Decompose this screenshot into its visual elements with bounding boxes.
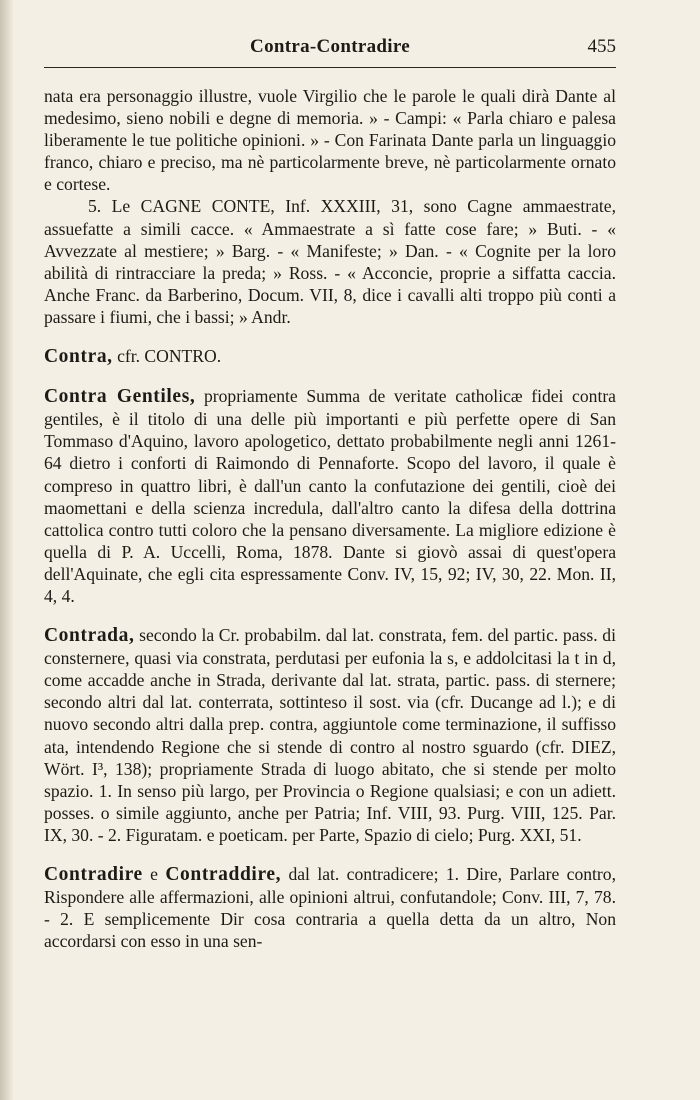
page-binding-shadow <box>0 0 14 1100</box>
entry-contra-gentiles <box>44 385 616 607</box>
headword-connector: e <box>150 864 158 884</box>
headword-variant: Contraddire, <box>165 864 282 885</box>
headword: Contra, <box>44 346 113 368</box>
headword: Contra Gentiles, <box>44 386 196 408</box>
entry-contradire <box>44 863 616 952</box>
page-body <box>44 85 616 952</box>
entry-text: secondo la Cr. probabilm. dal lat. constrata, fem. del partic. pass. di consternere, quasi via constrata, perdutasi per eufonia la s, e addolcitasi la t in d, come accadde anche in Strada, derivante dal lat. strata, partic. pass. di sternere; secondo altri dal lat. conterrata, sottinteso il sost. via (cfr. Ducange ad l.); e di nuovo secondo altri dalla prep. contra, aggiuntole come terminazione, il suffisso ata, intendendo Regione che si stende di contro al nostro sguardo (cfr. DIEZ, Wört. I³, 138); propriamente Strada di luogo abitato, che si stende per molto spazio. 1. In senso più largo, per Provincia o Regione qualsiasi; e con un adiett. posses. o simile aggiunto, anche per Patria; Inf. VIII, 93. Purg. VIII, 125. Par. IX, 30. - 2. Figuratam. e poeticam. per Parte, Spazio di cielo; Purg. XXI, 51. <box>44 625 616 845</box>
page-number: 455 <box>587 36 616 57</box>
entry-text: dal lat. contradicere; 1. Dire, Parlare contro, Rispondere alle affermazioni, alle opinioni altrui, confutandole; Conv. III, 7, 78. - 2. E semplicemente Dir cosa contraria a quella detta da un altro, Non accordarsi con esso in una sen- <box>44 864 616 952</box>
header-rule <box>44 67 616 68</box>
entry-text: cfr. CONTRO. <box>117 346 222 367</box>
continuation-paragraph: nata era personaggio illustre, vuole Virgilio che le parole le quali dirà Dante al medesimo, sieno nobili e degne di memoria. » - Campi: « Parla chiaro e palesa liberamente le tue politiche opinioni. » - Con Farinata Dante parla un linguaggio franco, chiaro e preciso, ma nè particolarmente breve, nè particolarmente ornato e cortese. <box>44 86 616 195</box>
running-title: Contra-Contradire <box>250 36 410 57</box>
entry-contra <box>44 345 616 368</box>
headword: Contrada, <box>44 625 135 647</box>
entry-contrada <box>44 624 616 846</box>
entry-text: propriamente Summa de veritate catholicæ fidei contra gentiles, è il titolo di una delle più importanti e più perfette opere di San Tommaso d'Aquino, lavoro apologetico, dettato probabilmente negli anni 1261-64 dietro i conforti di Raimondo di Pennaforte. Scopo del lavoro, il quale è compreso in quattro libri, è dall'un canto la confutazione dei gentili, cioè dei maomettani e della scienza incredula, dall'altro canto la difesa della dottrina cattolica contro tutti coloro che la pensano diversamente. La migliore edizione è quella di P. A. Uccelli, Roma, 1878. Dante si giovò assai di quest'opera dell'Aquinate, che egli cita espressamente Conv. IV, 15, 92; IV, 30, 22. Mon. II, 4, 4. <box>44 386 616 606</box>
headword: Contradire <box>44 864 143 885</box>
page-header <box>44 36 616 62</box>
note-paragraph-5: 5. Le CAGNE CONTE, Inf. XXXIII, 31, sono Cagne ammaestrate, assuefatte a simili cacce. « Ammaestrate a sì fatte cose fare; » Buti. - « Avvezzate al mestiere; » Barg. - « Manifeste; » Dan. - « Cognite per la loro abilità di rintracciare la preda; » Ross. - « Acconcie, proprie a siffatta caccia. Anche Franc. da Barberino, Docum. VII, 8, dice i cavalli alti troppo più conti a passare i fiumi, che i bassi; » Andr. <box>44 196 616 327</box>
